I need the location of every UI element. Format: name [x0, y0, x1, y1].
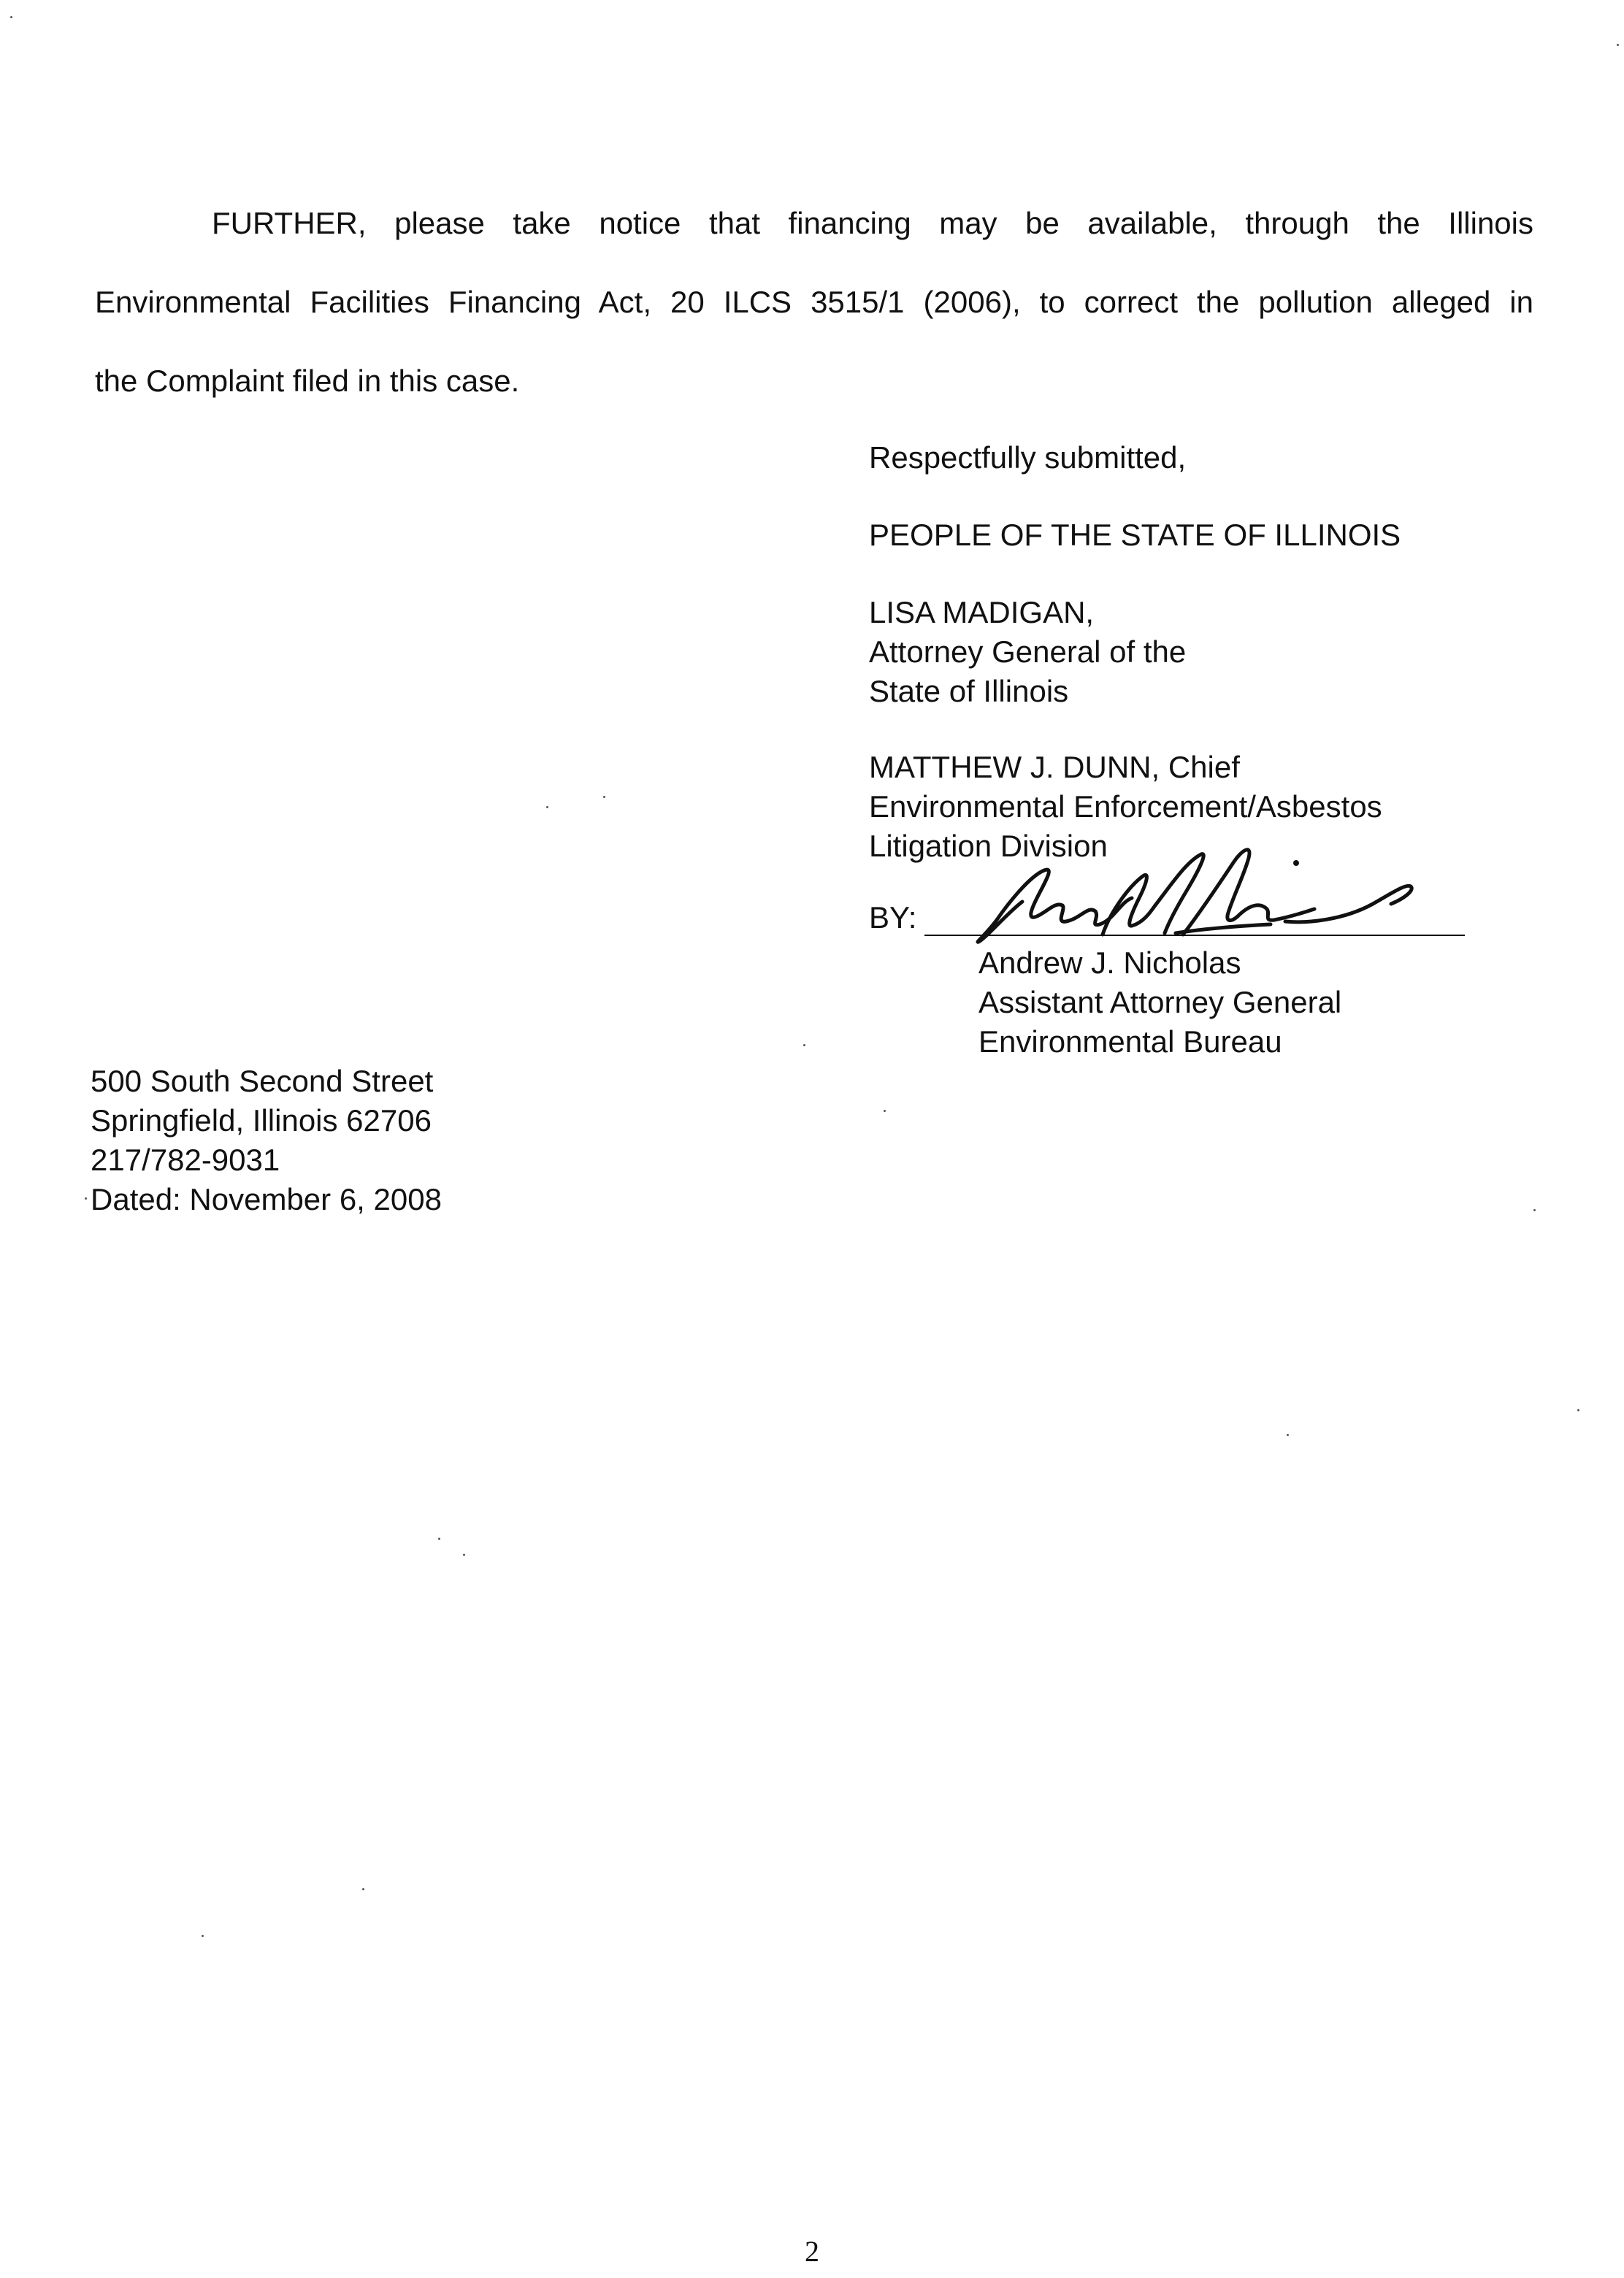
scan-speck — [438, 1538, 440, 1540]
scan-speck — [803, 1044, 805, 1046]
scan-speck — [362, 1888, 364, 1890]
attorney-general-block — [869, 593, 1186, 711]
scan-speck — [463, 1554, 465, 1556]
notice-line-2: Environmental Facilities Financing Act, 20 ILCS 3515/1 (2006), to correct the pollution alleged in — [95, 285, 1533, 319]
address-phone: 217/782-9031 — [91, 1143, 280, 1177]
scan-speck — [603, 796, 605, 798]
attorney-general-title-1: Attorney General of the — [869, 634, 1187, 669]
division-chief-title-2: Litigation Division — [869, 829, 1108, 863]
address-street: 500 South Second Street — [91, 1064, 434, 1098]
scan-speck — [1577, 1409, 1579, 1411]
dated-line: Dated: November 6, 2008 — [91, 1182, 442, 1216]
scan-speck — [1287, 1434, 1289, 1436]
scan-speck — [884, 1110, 886, 1112]
address-city: Springfield, Illinois 62706 — [91, 1103, 432, 1138]
notice-line-3: the Complaint filed in this case. — [95, 364, 520, 398]
division-chief-title-1: Environmental Enforcement/Asbestos — [869, 789, 1382, 824]
notice-line-1: FURTHER, please take notice that financing may be available, through the Illinois — [212, 206, 1533, 240]
respectfully-submitted: Respectfully submitted, — [869, 440, 1187, 475]
scan-speck — [1617, 44, 1619, 46]
attorney-general-title-2: State of Illinois — [869, 674, 1069, 708]
scan-speck — [10, 16, 12, 18]
address-block — [91, 1062, 442, 1219]
signer-name: Andrew J. Nicholas — [978, 946, 1241, 980]
party-name: PEOPLE OF THE STATE OF ILLINOIS — [869, 518, 1401, 552]
page-number: 2 — [805, 2235, 819, 2268]
scan-speck — [1533, 1209, 1536, 1211]
by-label: BY: — [869, 900, 917, 935]
attorney-general-name: LISA MADIGAN, — [869, 595, 1095, 629]
scan-speck — [85, 1197, 87, 1200]
signer-block — [978, 943, 1341, 1062]
scan-speck — [546, 806, 548, 808]
signer-bureau: Environmental Bureau — [978, 1024, 1282, 1059]
signer-title: Assistant Attorney General — [978, 985, 1342, 1019]
division-chief-name: MATTHEW J. DUNN, Chief — [869, 750, 1240, 784]
scan-speck — [202, 1935, 204, 1937]
